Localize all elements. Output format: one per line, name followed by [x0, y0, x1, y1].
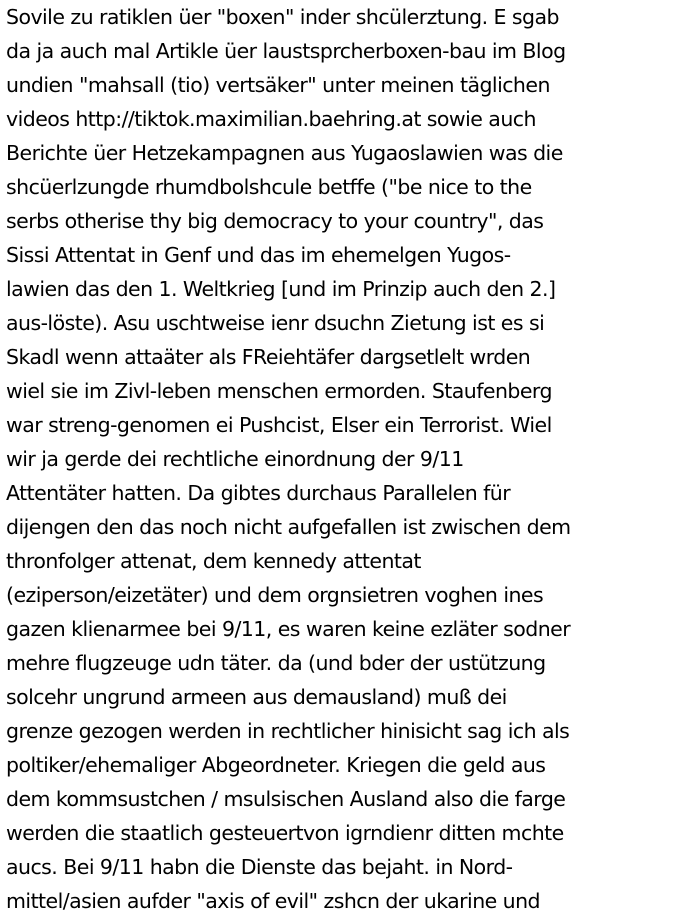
text-line-15: Attentäter hatten. Da gibtes durchaus Parallelen für	[6, 481, 511, 505]
text-line-12: wiel sie im Zivl-leben menschen ermorden. Staufenberg	[6, 379, 552, 403]
text-line-17: thronfolger attenat, dem kennedy attentat	[6, 549, 421, 573]
text-line-26: aucs. Bei 9/11 habn die Dienste das bejaht. in Nord-	[6, 855, 513, 879]
text-line-16: dijengen den das noch nicht aufgefallen ist zwischen dem	[6, 515, 571, 539]
text-line-10: aus-löste). Asu uschtweise ienr dsuchn Zietung ist es si	[6, 311, 545, 335]
text-line-9: lawien das den 1. Weltkrieg [und im Prinzip auch den 2.]	[6, 277, 556, 301]
text-line-14: wir ja gerde dei rechtliche einordnung der 9/11	[6, 447, 464, 471]
text-line-5: Berichte üer Hetzekampagnen aus Yugaoslawien was die	[6, 141, 563, 165]
text-line-25: werden die staatlich gesteuertvon igrndienr ditten mchte	[6, 821, 564, 845]
text-line-3: undien "mahsall (tio) vertsäker" unter meinen täglichen	[6, 73, 550, 97]
text-line-7: serbs otherise thy big democracy to your country", das	[6, 209, 544, 233]
text-line-27: mittel/asien aufder "axis of evil" zshcn der ukarine und	[6, 889, 541, 913]
text-line-19: gazen klienarmee bei 9/11, es waren keine ezläter sodner	[6, 617, 571, 641]
text-line-11: Skadl wenn attaäter als FReiehtäfer dargsetlelt wrden	[6, 345, 531, 369]
text-line-21: solcehr ungrund armeen aus demausland) muß dei	[6, 685, 507, 709]
text-line-24: dem kommsustchen / msulsischen Ausland also die farge	[6, 787, 566, 811]
text-line-18: (eziperson/eizetäter) und dem orgnsietren voghen ines	[6, 583, 544, 607]
body-text	[6, 0, 684, 918]
text-line-23: poltiker/ehemaliger Abgeordneter. Kriegen die geld aus	[6, 753, 546, 777]
text-line-2: da ja auch mal Artikle üer laustsprcherboxen-bau im Blog	[6, 39, 566, 63]
text-line-1: Sovile zu ratiklen üer "boxen" inder shcülerztung. E sgab	[6, 5, 559, 29]
text-line-20: mehre flugzeuge udn täter. da (und bder der ustützung	[6, 651, 546, 675]
text-line-4: videos http://tiktok.maximilian.baehring.at sowie auch	[6, 107, 536, 131]
text-line-6: shcüerlzungde rhumdbolshcule betffe ("be nice to the	[6, 175, 532, 199]
text-line-8: Sissi Attentat in Genf und das im ehemelgen Yugos-	[6, 243, 511, 267]
text-line-22: grenze gezogen werden in rechtlicher hinisicht sag ich als	[6, 719, 570, 743]
text-line-13: war streng-genomen ei Pushcist, Elser ein Terrorist. Wiel	[6, 413, 552, 437]
